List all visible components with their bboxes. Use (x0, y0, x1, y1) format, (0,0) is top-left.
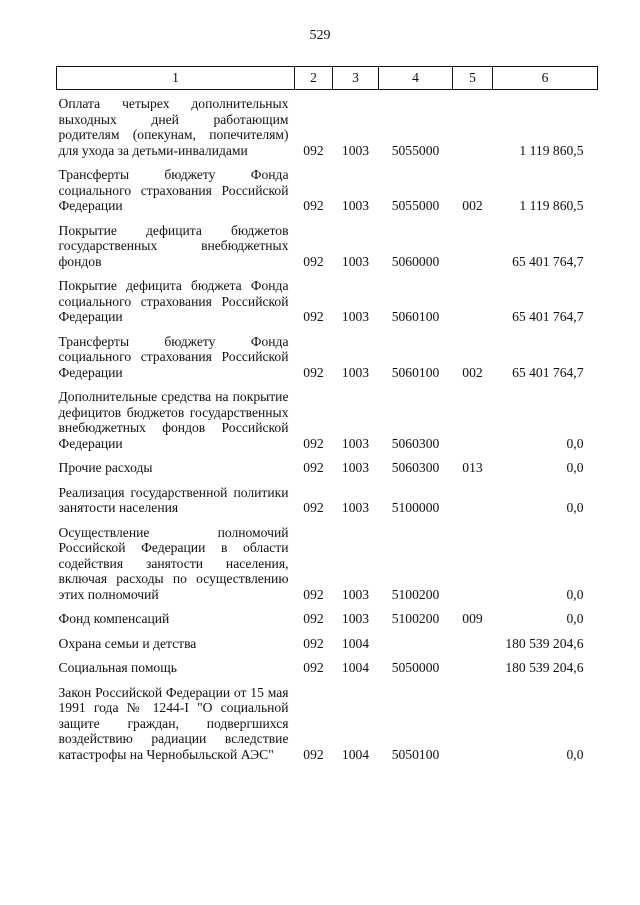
row-description: Покрытие дефицита бюджета Фонда социального страхования Российской Федерации (58, 278, 289, 324)
row-description: Оплата четырех дополнительных выходных дней работающим родителям (опекунам, попечителям) для ухода за детьми-инвалидами (58, 96, 289, 158)
amount-value: 180 539 204,6 (505, 635, 584, 651)
expense-type-code (453, 278, 493, 334)
target-item-code: 5100200 (391, 586, 440, 602)
expense-type-code: 002 (462, 198, 483, 213)
target-item-code: 5060100 (391, 309, 440, 324)
column-header-6: 6 (493, 67, 598, 90)
section-code: 1003 (341, 586, 370, 602)
expense-type-code (453, 389, 493, 460)
ministry-code: 092 (303, 435, 324, 451)
table-row (57, 334, 598, 390)
column-header-5: 5 (453, 67, 493, 90)
table-row (57, 485, 598, 525)
table-row (57, 460, 598, 485)
page-number: 529 (309, 28, 331, 43)
amount-value: 0,0 (566, 746, 584, 762)
ministry-code: 092 (303, 309, 324, 324)
expense-type-code: 009 (462, 611, 483, 626)
table-row (57, 685, 598, 772)
expense-type-code (453, 660, 493, 685)
column-header-1: 1 (57, 67, 295, 90)
table-row (57, 636, 598, 661)
row-description: Осуществление полномочий Российской Федерации в области содействия занятости населения, включая расходы по осуществлению этих полномочий (58, 524, 289, 602)
row-description: Трансферты бюджету Фонда социального страхования Российской Федерации (58, 167, 289, 213)
expense-type-code (453, 636, 493, 661)
table-row (57, 90, 598, 168)
target-item-code: 5055000 (391, 198, 440, 213)
section-code: 1003 (341, 198, 370, 213)
section-code: 1003 (341, 611, 370, 626)
row-description: Прочие расходы (58, 460, 153, 475)
expense-type-code: 002 (462, 364, 483, 380)
expense-type-code (453, 223, 493, 279)
row-description: Покрытие дефицита бюджетов государственных внебюджетных фондов (58, 222, 289, 269)
section-code: 1003 (341, 309, 370, 324)
amount-value: 0,0 (566, 586, 584, 602)
table-row (57, 167, 598, 223)
target-item-code: 5100200 (391, 611, 440, 626)
table-header-row (57, 67, 598, 90)
section-code: 1003 (341, 253, 370, 269)
section-code: 1004 (341, 635, 370, 651)
table-row (57, 611, 598, 636)
target-item-code: 5060100 (391, 364, 440, 380)
table-row (57, 389, 598, 460)
table-row (57, 660, 598, 685)
section-code: 1003 (341, 364, 370, 380)
target-item-code (379, 636, 453, 661)
row-description: Закон Российской Федерации от 15 мая 1991 года № 1244-I "О социальной защите граждан, подвергшихся воздействию радиации вследствие катастрофы на Чернобыльской АЭС" (58, 684, 289, 762)
ministry-code: 092 (303, 586, 324, 602)
expense-type-code (453, 525, 493, 612)
row-description: Фонд компенсаций (58, 611, 170, 626)
target-item-code: 5100000 (391, 500, 440, 515)
section-code: 1003 (341, 460, 370, 475)
section-code: 1004 (341, 746, 370, 762)
expense-type-code (453, 685, 493, 772)
column-header-2: 2 (295, 67, 333, 90)
expense-type-code (453, 90, 493, 168)
target-item-code: 5050000 (391, 660, 440, 675)
section-code: 1004 (341, 660, 370, 675)
ministry-code: 092 (303, 364, 324, 380)
row-description: Реализация государственной политики занятости населения (58, 484, 289, 515)
ministry-code: 092 (303, 142, 324, 158)
amount-value: 65 401 764,7 (512, 253, 584, 269)
amount-value: 1 119 860,5 (519, 198, 584, 213)
target-item-code: 5060000 (391, 253, 440, 269)
column-header-4: 4 (379, 67, 453, 90)
budget-table (56, 66, 598, 771)
amount-value: 0,0 (566, 460, 584, 475)
section-code: 1003 (341, 500, 370, 515)
row-description: Охрана семьи и детства (58, 635, 197, 651)
amount-value: 0,0 (566, 611, 584, 626)
amount-value: 65 401 764,7 (512, 309, 584, 324)
table-row (57, 223, 598, 279)
table-body (57, 90, 598, 772)
ministry-code: 092 (303, 746, 324, 762)
row-description: Социальная помощь (58, 660, 177, 675)
ministry-code: 092 (303, 460, 324, 475)
target-item-code: 5055000 (391, 142, 440, 158)
ministry-code: 092 (303, 660, 324, 675)
amount-value: 0,0 (566, 500, 584, 515)
ministry-code: 092 (303, 500, 324, 515)
amount-value: 1 119 860,5 (519, 142, 584, 158)
table-row (57, 278, 598, 334)
ministry-code: 092 (303, 198, 324, 213)
target-item-code: 5060300 (391, 435, 440, 451)
row-description: Дополнительные средства на покрытие дефицитов бюджетов государственных внебюджетных фондов Российской Федерации (58, 389, 289, 451)
amount-value: 0,0 (566, 435, 584, 451)
section-code: 1003 (341, 142, 370, 158)
target-item-code: 5060300 (391, 460, 440, 475)
table-row (57, 525, 598, 612)
target-item-code: 5050100 (391, 746, 440, 762)
column-header-3: 3 (333, 67, 379, 90)
section-code: 1003 (341, 435, 370, 451)
ministry-code: 092 (303, 253, 324, 269)
ministry-code: 092 (303, 611, 324, 626)
amount-value: 65 401 764,7 (512, 364, 584, 380)
amount-value: 180 539 204,6 (505, 660, 584, 675)
ministry-code: 092 (303, 635, 324, 651)
expense-type-code: 013 (462, 460, 483, 475)
row-description: Трансферты бюджету Фонда социального страхования Российской Федерации (58, 333, 289, 380)
expense-type-code (453, 485, 493, 525)
